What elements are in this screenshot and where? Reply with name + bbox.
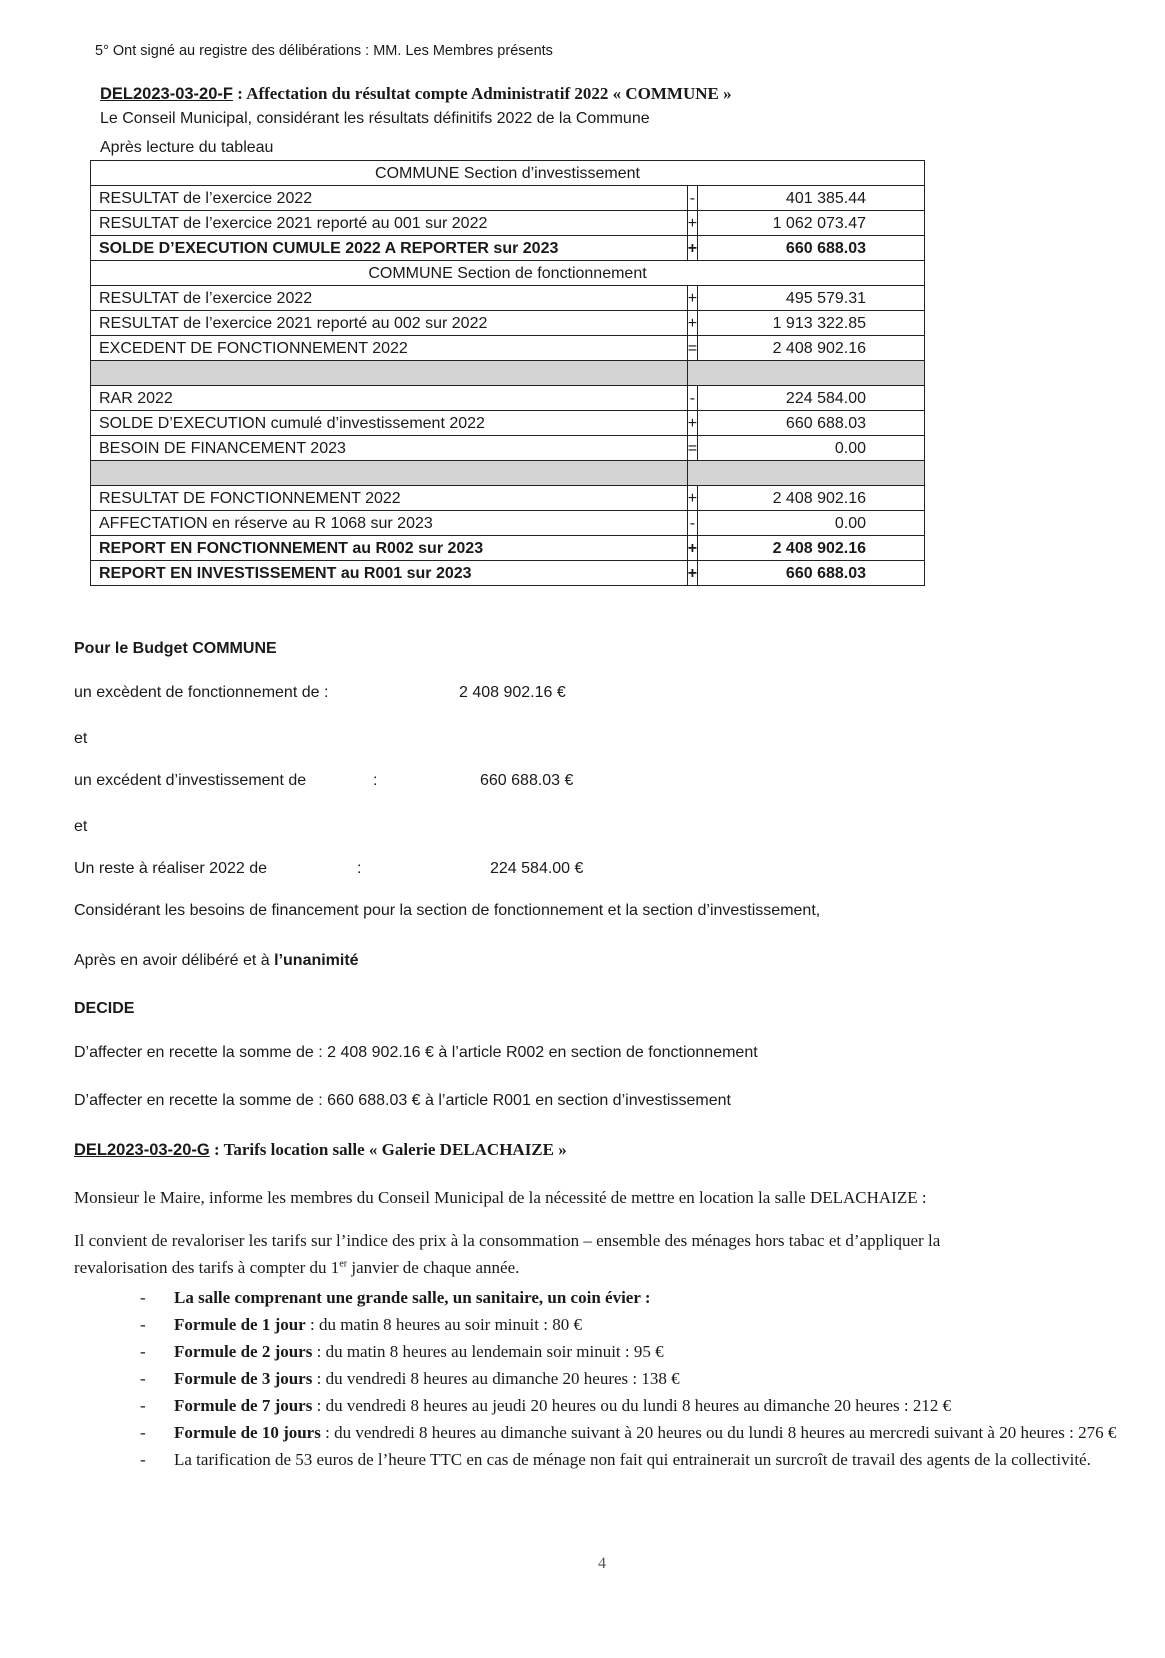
list-item	[140, 1311, 1124, 1338]
item-bold: Formule de 10 jours	[174, 1423, 321, 1442]
row-sign: -	[687, 386, 697, 411]
row-sign: +	[687, 286, 697, 311]
separator-cell	[91, 461, 688, 486]
para2-text-b: janvier de chaque année.	[347, 1258, 520, 1277]
deliberation-g-para2-line2	[74, 1258, 519, 1278]
row-sign: +	[687, 536, 697, 561]
para2-sup: er	[339, 1258, 348, 1270]
row-label: BESOIN DE FINANCEMENT 2023	[91, 436, 688, 461]
separator-cell	[687, 361, 924, 386]
row-amount: 660 688.03	[698, 411, 925, 436]
row-amount: 401 385.44	[698, 186, 925, 211]
table-row	[91, 436, 925, 461]
row-amount: 660 688.03	[698, 561, 925, 586]
item-text: : du matin 8 heures au lendemain soir minuit : 95 €	[312, 1342, 664, 1361]
row-sign: +	[687, 561, 697, 586]
excedent-fonctionnement-label: un excèdent de fonctionnement de :	[74, 684, 329, 701]
excedent-investissement-label: un excédent d’investissement de	[74, 772, 307, 789]
deliberation-g-para1: Monsieur le Maire, informe les membres du Conseil Municipal de la nécessité de mettre en location la salle DELACHAIZE :	[74, 1188, 927, 1207]
para2-text-a: revalorisation des tarifs à compter du 1	[74, 1258, 340, 1277]
row-label: RAR 2022	[91, 386, 688, 411]
list-item	[140, 1419, 1124, 1446]
et-1: et	[74, 730, 88, 747]
table-section-row	[91, 161, 925, 186]
item-bold: Formule de 3 jours	[174, 1369, 313, 1388]
row-sign: +	[687, 411, 697, 436]
table-row	[91, 236, 925, 261]
row-amount: 2 408 902.16	[698, 486, 925, 511]
bullet-dash: -	[140, 1342, 146, 1361]
deliberation-f-ref: DEL2023-03-20-F	[100, 85, 233, 103]
row-amount: 2 408 902.16	[698, 336, 925, 361]
reste-label: Un reste à réaliser 2022 de	[74, 860, 267, 877]
reste-colon: :	[357, 860, 362, 877]
deliberation-f-title	[100, 84, 732, 104]
row-sign: -	[687, 511, 697, 536]
separator-cell	[687, 461, 924, 486]
bullet-dash: -	[140, 1450, 146, 1469]
list-item	[140, 1284, 1124, 1311]
item-text: : du vendredi 8 heures au dimanche suivant à 20 heures ou du lundi 8 heures au mercredi suivant à 20 heures : 276 €	[320, 1423, 1117, 1442]
apres-prefix: Après en avoir délibéré et à	[74, 952, 275, 969]
row-amount: 224 584.00	[698, 386, 925, 411]
row-label: SOLDE D’EXECUTION cumulé d’investissement 2022	[91, 411, 688, 436]
table-row	[91, 486, 925, 511]
bullet-dash: -	[140, 1369, 146, 1388]
affecter-r001: D’affecter en recette la somme de : 660 688.03 € à l’article R001 en section d’investissement	[74, 1092, 731, 1109]
row-label: RESULTAT DE FONCTIONNEMENT 2022	[91, 486, 688, 511]
deliberation-g-para2-line1: Il convient de revaloriser les tarifs sur l’indice des prix à la consommation – ensemble des ménages hors tabac et d’appliquer la	[74, 1231, 941, 1250]
table-row	[91, 186, 925, 211]
bullet-dash: -	[140, 1423, 146, 1442]
row-sign: =	[687, 436, 697, 461]
budget-heading: Pour le Budget COMMUNE	[74, 640, 277, 657]
signature-line: 5° Ont signé au registre des délibérations : MM. Les Membres présents	[95, 43, 553, 59]
row-sign: -	[687, 186, 697, 211]
table-row	[91, 311, 925, 336]
deliberation-f-subject: : Affectation du résultat compte Administratif 2022 « COMMUNE »	[232, 84, 732, 103]
page-number: 4	[598, 1555, 606, 1572]
excedent-fonctionnement-value: 2 408 902.16 €	[459, 684, 566, 701]
row-label: EXCEDENT DE FONCTIONNEMENT 2022	[91, 336, 688, 361]
section-title: COMMUNE Section d’investissement	[91, 161, 925, 186]
row-amount: 0.00	[698, 436, 925, 461]
row-amount: 495 579.31	[698, 286, 925, 311]
bullet-dash: -	[140, 1396, 146, 1415]
table-row	[91, 536, 925, 561]
row-label: RESULTAT de l’exercice 2022	[91, 186, 688, 211]
item-bold: Formule de 7 jours	[174, 1396, 313, 1415]
affecter-r002: D’affecter en recette la somme de : 2 408 902.16 € à l’article R002 en section de fonctionnement	[74, 1044, 758, 1061]
table-row	[91, 511, 925, 536]
table-row	[91, 411, 925, 436]
row-amount: 1 913 322.85	[698, 311, 925, 336]
item-bold: Formule de 1 jour	[174, 1315, 306, 1334]
et-2: et	[74, 818, 88, 835]
considerant-text: Considérant les besoins de financement pour la section de fonctionnement et la section d’investissement,	[74, 902, 821, 919]
list-item	[140, 1365, 1124, 1392]
excedent-investissement-value: 660 688.03 €	[480, 772, 574, 789]
apres-deliberation	[74, 952, 359, 970]
row-sign: =	[687, 336, 697, 361]
item-text: : du vendredi 8 heures au dimanche 20 heures : 138 €	[312, 1369, 680, 1388]
table-row	[91, 286, 925, 311]
table-separator-row	[91, 461, 925, 486]
decide-heading: DECIDE	[74, 1000, 135, 1017]
table-separator-row	[91, 361, 925, 386]
row-label: AFFECTATION en réserve au R 1068 sur 2023	[91, 511, 688, 536]
row-label: RESULTAT de l’exercice 2021 reporté au 002 sur 2022	[91, 311, 688, 336]
separator-cell	[91, 361, 688, 386]
deliberation-g-subject: : Tarifs location salle « Galerie DELACHAIZE »	[209, 1140, 567, 1159]
table-row	[91, 336, 925, 361]
row-label: REPORT EN INVESTISSEMENT au R001 sur 2023	[91, 561, 688, 586]
item-bold: Formule de 2 jours	[174, 1342, 313, 1361]
row-sign: +	[687, 211, 697, 236]
table-row	[91, 561, 925, 586]
list-item	[140, 1446, 1124, 1473]
row-amount: 0.00	[698, 511, 925, 536]
bullet-dash: -	[140, 1315, 146, 1334]
tarif-list	[140, 1284, 1124, 1473]
result-table	[90, 160, 925, 586]
table-row	[91, 386, 925, 411]
item-bold: La salle comprenant une grande salle, un sanitaire, un coin évier :	[174, 1288, 651, 1307]
item-text: La tarification de 53 euros de l’heure TTC en cas de ménage non fait qui entrainerait un surcroît de travail des agents de la collectivité.	[174, 1450, 1091, 1469]
row-amount: 2 408 902.16	[698, 536, 925, 561]
row-label: RESULTAT de l’exercice 2022	[91, 286, 688, 311]
deliberation-g-title	[74, 1140, 567, 1160]
deliberation-f-intro: Le Conseil Municipal, considérant les résultats définitifs 2022 de la Commune	[100, 110, 650, 127]
reste-value: 224 584.00 €	[490, 860, 584, 877]
row-sign: +	[687, 236, 697, 261]
deliberation-g-ref: DEL2023-03-20-G	[74, 1141, 210, 1159]
section-title: COMMUNE Section de fonctionnement	[91, 261, 925, 286]
deliberation-f-intro-2: Après lecture du tableau	[100, 139, 274, 156]
table-section-row	[91, 261, 925, 286]
list-item	[140, 1392, 1124, 1419]
row-label: REPORT EN FONCTIONNEMENT au R002 sur 2023	[91, 536, 688, 561]
item-text: : du matin 8 heures au soir minuit : 80 €	[305, 1315, 582, 1334]
row-sign: +	[687, 311, 697, 336]
row-amount: 660 688.03	[698, 236, 925, 261]
bullet-dash: -	[140, 1288, 146, 1307]
table-row	[91, 211, 925, 236]
list-item	[140, 1338, 1124, 1365]
row-sign: +	[687, 486, 697, 511]
unanimite: l’unanimité	[274, 952, 359, 969]
item-text: : du vendredi 8 heures au jeudi 20 heures ou du lundi 8 heures au dimanche 20 heures : 212 €	[312, 1396, 952, 1415]
row-label: SOLDE D’EXECUTION CUMULE 2022 A REPORTER sur 2023	[91, 236, 688, 261]
excedent-investissement-colon: :	[373, 772, 378, 789]
row-label: RESULTAT de l’exercice 2021 reporté au 001 sur 2022	[91, 211, 688, 236]
row-amount: 1 062 073.47	[698, 211, 925, 236]
